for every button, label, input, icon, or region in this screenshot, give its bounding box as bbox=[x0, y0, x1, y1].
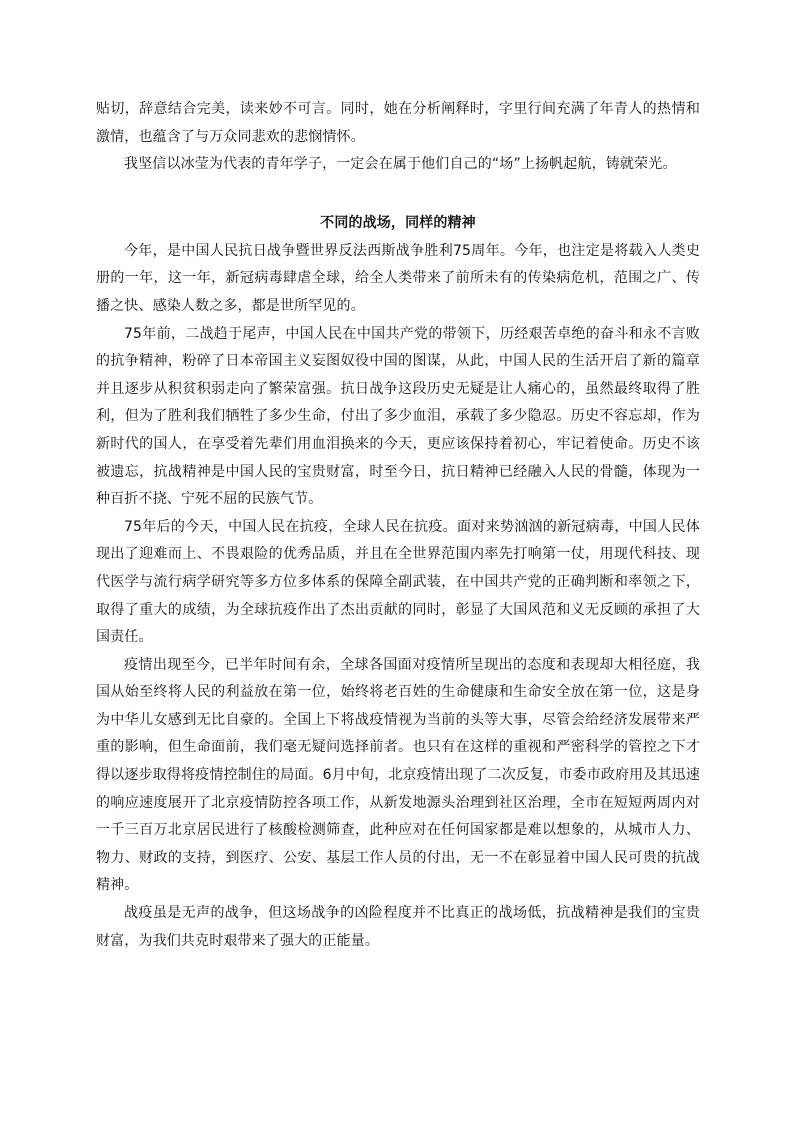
paragraph-present: 75年后的今天，中国人民在抗疫，全球人民在抗疫。面对来势汹汹的新冠病毒，中国人民体现出了迎难而上、不畏艰险的优秀品质，并且在全世界范围内率先打响第一仗，用现代科技、现代医学与流行病学研究等多方位多体系的保障全副武装，在中国共产党的正确判断和率领之下，取得了重大的成绩，为全球抗疫作出了杰出贡献的同时，彰显了大国风范和义无反顾的承担了大国责任。 bbox=[96, 518, 700, 646]
paragraph-conclusion: 我坚信以冰莹为代表的青年学子，一定会在属于他们自己的“场”上扬帆起航，铸就荣光。 bbox=[124, 156, 677, 173]
section-gap bbox=[96, 179, 700, 203]
essay-title: 不同的战场，同样的精神 bbox=[320, 214, 476, 231]
paragraph-ending: 战疫虽是无声的战争，但这场战争的凶险程度并不比真正的战场低，抗战精神是我们的宝贵财富，为我们共克时艰带来了强大的正能量。 bbox=[96, 905, 700, 949]
document-body bbox=[96, 96, 700, 955]
paragraph-history: 75年前，二战趋于尾声，中国人民在中国共产党的带领下，历经艰苦卓绝的奋斗和永不言败的抗争精神，粉碎了日本帝国主义妄图奴役中国的图谋，从此，中国人民的生活开启了新的篇章并且逐步从积贫积弱走向了繁荣富强。抗日战争这段历史无疑是让人痛心的，虽然最终取得了胜利，但为了胜利我们牺牲了多少生命，付出了多少血泪，承载了多少隐忍。历史不容忘却，作为新时代的国人，在享受着先辈们用血泪换来的今天，更应该保持着初心，牢记着使命。历史不该被遗忘，抗战精神是中国人民的宝贵财富，时至今日，抗日精神已经融入人民的骨髓，体现为一种百折不挠、宁死不屈的民族气节。 bbox=[96, 325, 700, 508]
paragraph-continuation: 贴切，辞意结合完美，读来妙不可言。同时，她在分析阐释时，字里行间充满了年青人的热情和激情，也蕴含了与万众同悲欢的悲悯情怀。 bbox=[96, 101, 700, 145]
paragraph-epidemic-response: 疫情出现至今，已半年时间有余，全球各国面对疫情所呈现出的态度和表现却大相径庭，我国从始至终将人民的利益放在第一位，始终将老百姓的生命健康和生命安全放在第一位，这是身为中华儿女感到无比自豪的。全国上下将战疫情视为当前的头等大事，尽管会给经济发展带来严重的影响，但生命面前，我们毫无疑问选择前者。也只有在这样的重视和严密科学的管控之下才得以逐步取得将疫情控制住的局面。6月中旬，北京疫情出现了二次反复，市委市政府用及其迅速的响应速度展开了北京疫情防控各项工作，从新发地源头治理到社区治理，全市在短短两周内对一千三百万北京居民进行了核酸检测筛查，此种应对在任何国家都是难以想象的，从城市人力、物力、财政的支持，到医疗、公安、基层工作人员的付出，无一不在彰显着中国人民可贵的抗战精神。 bbox=[96, 656, 700, 894]
paragraph-intro: 今年，是中国人民抗日战争暨世界反法西斯战争胜利75周年。今年，也注定是将载入人类史册的一年，这一年，新冠病毒肆虐全球，给全人类带来了前所未有的传染病危机，范围之广、传播之快、感染人数之多，都是世所罕见的。 bbox=[96, 242, 700, 314]
